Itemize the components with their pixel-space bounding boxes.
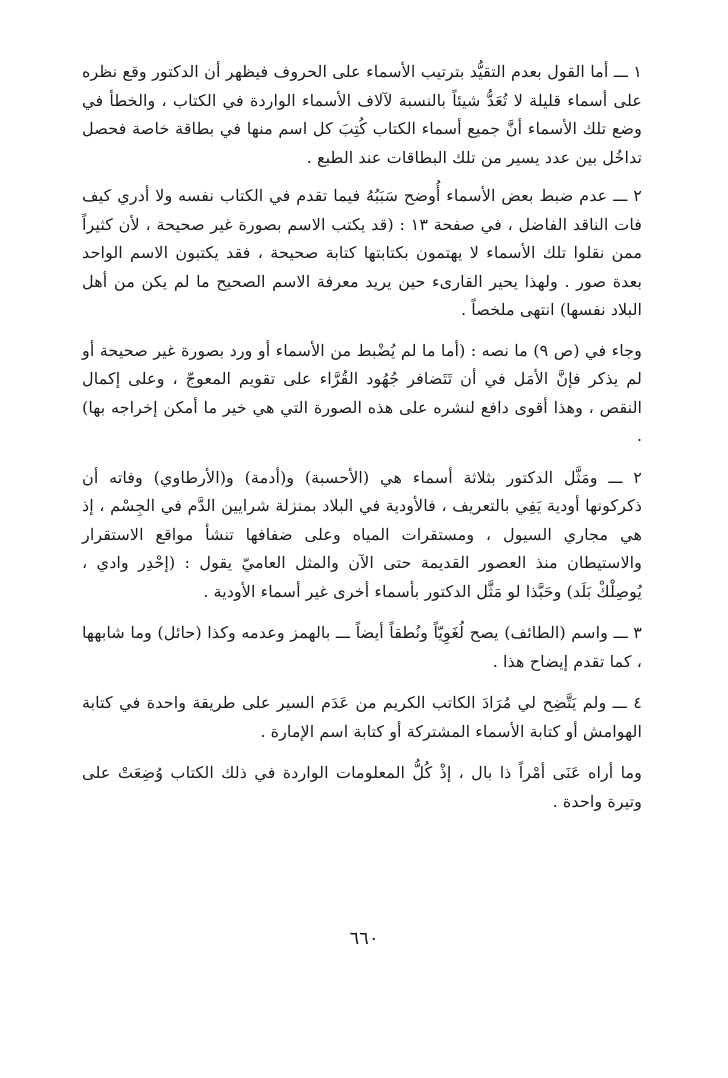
paragraph-7: وما أراه عَنَى أمْراً ذا بال ، إذْ كُلُّ المعلومات الواردة في ذلك الكتاب وُضِعَتْ على وتيرة واحدة .	[82, 763, 642, 811]
paragraph-1: ١ ـــ أما القول بعدم التقيُّد بترتيب الأسماء على الحروف فيظهر أن الدكتور وقع نظره على أسماء قليلة لا تُعَدُّ شيئاً بالنسبة لآلاف الأسماء الواردة في الكتاب ، والخطأ في وضع تلك الأسماء أنَّ جميع أسماء الكتاب كُتِبَ كل اسم منها في بطاقة خاصة فحصل تداخُل بين عدد يسير من تلك البطاقات عند الطبع .	[82, 62, 642, 167]
paragraph-4: ٢ ـــ ومَثَّل الدكتور بثلاثة أسماء هي (الأحسبة) و(أدمة) و(الأرطاوي) وفاته أن ذكركونها أودية يَفِي بالتعريف ، فالأودية في البلاد بمنزلة شرايين الدَّم في الجِسْم ، إذ هي مجاري السيول ، ومستقرات المياه وعلى ضفافها تنشأ مواقع الاستقرار والاستيطان منذ العصور القديمة حتى الآن والمثل العاميّ يقول : (إحْدِر وادي ، يُوصِلْكْ بَلَد) وحَبَّذا لو مَثَّل الدكتور بأسماء أخرى غير أسماء الأودية .	[82, 467, 642, 601]
paragraph-2: ٢ ـــ عدم ضبط بعض الأسماء أُوضح سَبَبُهُ فيما تقدم في الكتاب نفسه ولا أدري كيف فات الناقد الفاضل ، في صفحة ١٣ : (قد يكتب الاسم بصورة غير صحيحة ، لأن كثيراً ممن نقلوا تلك الأسماء لا يهتمون بكتابتها كتابة صحيحة ، فقد يكتبون الاسم الواحد بعدة صور . ولهذا يحير القارىء حين يريد معرفة الاسم الصحيح ما لم يكن من أهل البلاد نفسها) انتهى ملخصاً .	[82, 186, 642, 319]
paragraph-3: وجاء في (ص ٩) ما نصه : (أما ما لم يُضْبط من الأسماء أو ورد بصورة غير صحيحة أو لم يذكر فإنَّ الأمَل في أن تَتَضافر جُهُود القُرَّاء على تقويم المعوجّ ، وعلى إكمال النقص ، وهذا أقوى دافع لنشره على هذه الصورة التي هي خير ما أمكن إخراجه بها) .	[82, 340, 642, 445]
page-body	[82, 58, 642, 829]
paragraph-6: ٤ ـــ ولم يَتَّضِح لي مُرَادَ الكاتب الكريم من عَدَم السير على طريقة واحدة في كتابة الهوامش أو كتابة الأسماء المشتركة أو كتابة اسم الإمارة .	[82, 693, 642, 741]
paragraph-5: ٣ ـــ واسم (الطائف) يصح لُغَوِيّاً ونُطقاً أيضاً ـــ بالهمز وعدمه وكذا (حائل) وما شابهها ، كما تقدم إيضاح هذا .	[82, 623, 642, 671]
page-number: ٦٦٠	[349, 928, 379, 949]
